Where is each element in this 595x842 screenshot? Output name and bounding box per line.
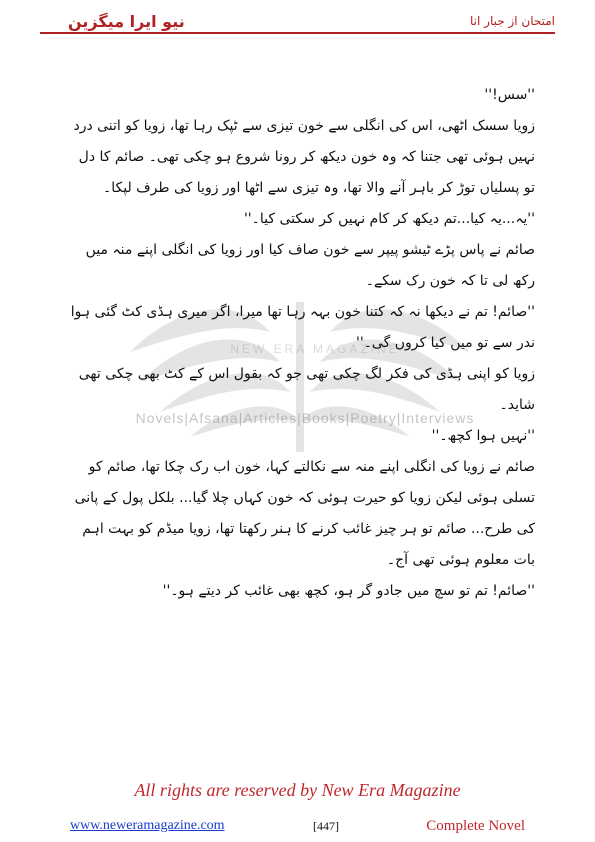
- paragraph: ''صائم! تم تو سچ میں جادو گر ہو، کچھ بھی غائب کر دیتے ہو۔'': [162, 583, 535, 599]
- paragraph: صائم نے زویا کی انگلی اپنے منہ سے نکالتے کہا، خون اب رک چکا تھا، صائم کو تسلی ہوئی لیکن زویا کو حیرت ہوئی کہ خون کہاں چلا گیا... بلکل پول کے پانی کی طرح... صائم تو ہر چیز غائب کرنے کا ہنر رکھتا تھا، زویا میڈم کو بہت اہم بات معلوم ہوئی تھی آج۔: [74, 459, 535, 568]
- page-number: [447]: [313, 819, 339, 833]
- rights-notice: All rights are reserved by New Era Magazine: [134, 780, 461, 800]
- magazine-name: نیو ایرا میگزین: [68, 12, 185, 31]
- page-footer: [70, 818, 525, 838]
- novel-title: امتحان از جبار انا: [470, 14, 555, 28]
- watermark-site: NEW ERA MAGAZINE: [230, 342, 400, 356]
- paragraph: ''یہ...یہ کیا...تم دیکھ کر کام نہیں کر سکتی کیا۔'': [243, 211, 535, 227]
- paragraph: زویا کو اپنی ہڈی کی فکر لگ چکی تھی جو کہ بقول اس کے کٹ بھی چکی تھی شاید۔: [78, 366, 535, 413]
- paragraph: ''سس!'': [484, 87, 535, 103]
- paragraph: زویا سسک اٹھی، اس کی انگلی سے خون تیزی سے ٹپک رہا تھا، زویا کو اتنی درد نہیں ہوئی تھی جتنا کہ وہ خون دیکھ کر رونا شروع ہو چکی تھی۔ صائم کا دل تو پسلیاں توڑ کر باہر آنے والا تھا، وہ تیزی سے اٹھا اور زویا کی طرف لپکا۔: [73, 118, 535, 196]
- watermark-categories: Novels|Afsana|Articles|Books|Poetry|Interviews: [135, 410, 475, 426]
- page-header: [40, 6, 555, 40]
- page-content: [66, 80, 535, 607]
- footer-label: Complete Novel: [426, 818, 525, 834]
- paragraph: ''نہیں ہوا کچھ۔'': [431, 428, 535, 444]
- paragraph: ''صائم! تم نے دیکھا نہ کہ کتنا خون بہہ رہا تھا میرا، اگر میری ہڈی کٹ گئی ہوا ندر سے تو میں کیا کروں گی۔'': [70, 304, 535, 351]
- paragraph: صائم نے پاس پڑے ٹیشو پیپر سے خون صاف کیا اور زویا کی انگلی اپنے منہ میں رکھ لی تا کہ خون رک سکے۔: [85, 242, 535, 289]
- header-divider: [40, 32, 555, 34]
- website-link[interactable]: www.neweramagazine.com: [70, 818, 225, 833]
